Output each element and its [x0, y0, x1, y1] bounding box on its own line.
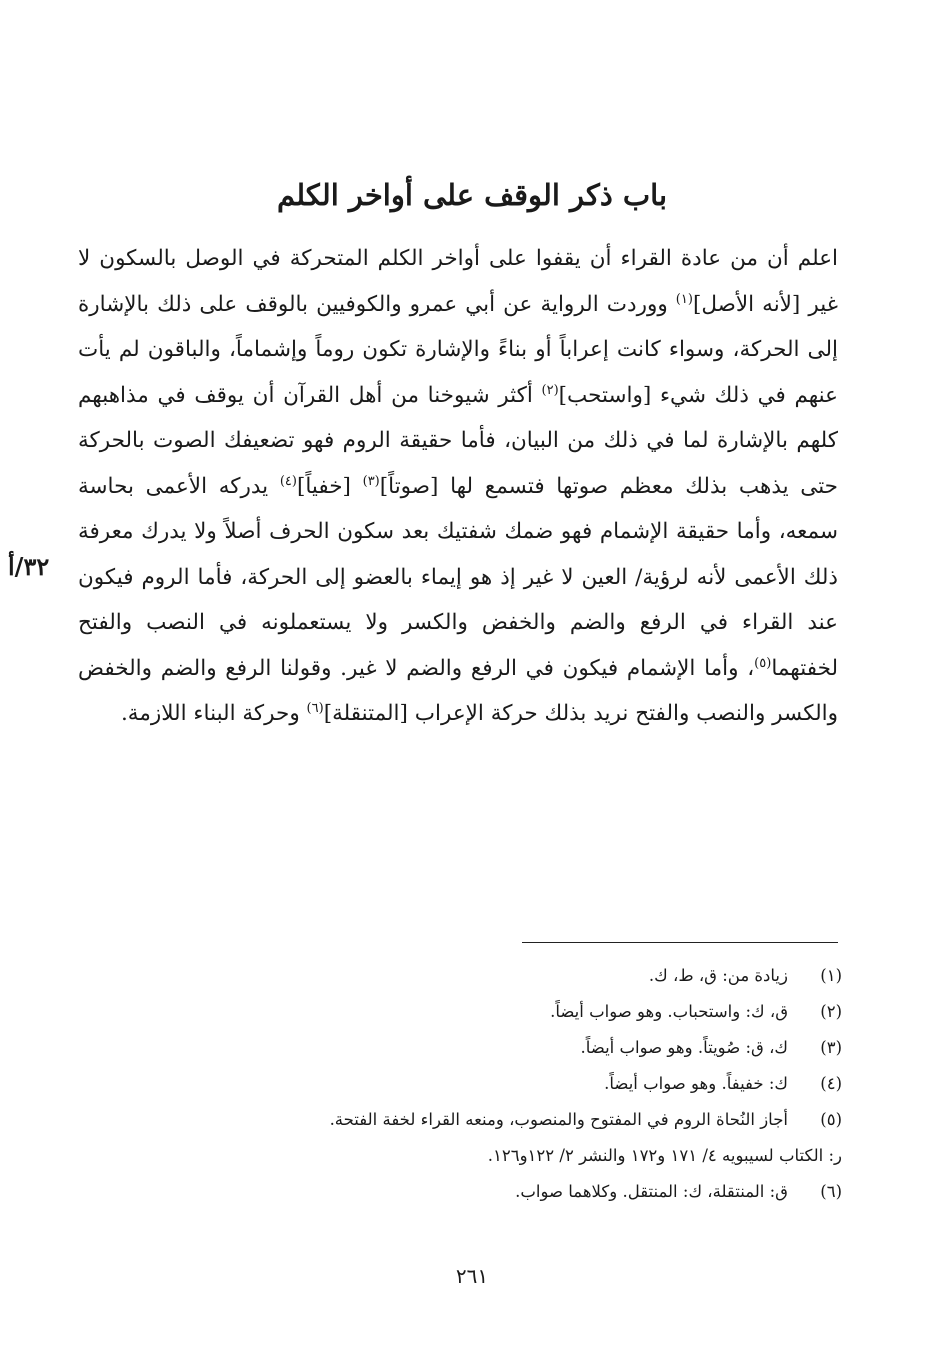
text-line: كلهم بالإشارة لما في ذلك من البيان، فأما حقيقة الروم فهو تضعيفك الصوت بالحركة [78, 428, 838, 453]
text-line: غير [لأنه الأصل]$^{(١)}$ ووردت الرواية عن أبي عمرو والكوفيين بالوقف على ذلك بالإشارة [78, 291, 838, 317]
footnote-number: (٢) [820, 1002, 842, 1021]
footnote-text: ق: المنتقلة، ك: المنتقل. وكلاهما صواب. [515, 1182, 788, 1201]
text-line: لخفتهما$^{(٥)}$، وأما الإشمام فيكون في الرفع والضم لا غير. وقولنا الرفع والضم والخفض [78, 655, 838, 681]
footnote-ref-4[interactable]: (٤) [279, 473, 297, 489]
footnote-divider [522, 942, 838, 943]
footnote-text: أجاز النُحاة الروم في المفتوح والمنصوب، ومنعه القراء لخفة الفتحة. [329, 1110, 788, 1129]
text-line: والكسر والنصب والفتح نريد بذلك حركة الإعراب [المتنقلة]$^{(٦)}$ وحركة البناء اللازمة. [120, 700, 838, 726]
footnote-number: (١) [820, 966, 842, 985]
footnote-item [200, 1066, 842, 1102]
text-line: اعلم أن من عادة القراء أن يقفوا على أواخر الكلم المتحركة في الوصل بالسكون لا [78, 246, 838, 271]
text-line: إلى الحركة، وسواء كانت إعراباً أو بناءً والإشارة تكون روماً وإشماماً، والباقون لم يأت [78, 337, 838, 362]
text-line: سمعه، وأما حقيقة الإشمام فهو ضمك شفتيك بعد سكون الحرف أصلاً ولا يدرك معرفة [78, 519, 838, 544]
footnote-ref-3[interactable]: (٣) [362, 473, 380, 489]
footnote-text: زيادة من: ق، ط، ك. [648, 966, 788, 985]
footnote-item [200, 958, 842, 994]
text-line: عنهم في ذلك شيء [واستحب]$^{(٢)}$ أكثر شيوخنا من أهل القرآن أن يوقف في مذاهبهم [78, 382, 838, 408]
footnote-ref-5[interactable]: (٥) [754, 655, 772, 671]
footnote-item [200, 1174, 842, 1210]
footnote-item [200, 994, 842, 1030]
text-line: حتى يذهب بذلك معظم صوتها فتسمع لها [صوتاً]$^{(٣)}$ [خفياً]$^{(٤)}$ يدركه الأعمى بحاسة [78, 473, 838, 499]
main-text [78, 236, 838, 737]
footnote-item [200, 1102, 842, 1138]
footnote-ref-1[interactable]: (١) [675, 291, 693, 307]
footnote-item [200, 1030, 842, 1066]
footnote-text: ك: خفيفاً. وهو صواب أيضاً. [604, 1074, 788, 1093]
footnote-number: (٦) [820, 1182, 842, 1201]
text-line: عند القراء في الرفع والضم والخفض والكسر ولا يستعملونه في النصب والفتح [78, 610, 838, 635]
footnotes [200, 958, 842, 1210]
footnote-ref-6[interactable]: (٦) [306, 700, 324, 716]
footnote-ref-2[interactable]: (٢) [541, 382, 559, 398]
footnote-continuation: ر: الكتاب لسيبويه ٤/ ١٧١ و١٧٢ والنشر ٢/ ١٢٢و١٢٦. [487, 1146, 842, 1165]
footnote-number: (٥) [820, 1110, 842, 1129]
page-number: ٢٦١ [455, 1264, 489, 1288]
footnote-text: ق، ك: واستحباب. وهو صواب أيضاً. [550, 1002, 788, 1021]
footnote-number: (٣) [820, 1038, 842, 1057]
footnote-text: ك، ق: صُويتاً. وهو صواب أيضاً. [580, 1038, 788, 1057]
manuscript-folio-marker: ٣٢/أ [8, 552, 50, 581]
chapter-title: باب ذكر الوقف على أواخر الكلم [276, 178, 668, 212]
text-line: ذلك الأعمى لأنه لرؤية/ العين لا غير إذ هو إيماء بالعضو إلى الحركة، فأما الروم فيكون [78, 564, 838, 590]
footnote-number: (٤) [820, 1074, 842, 1093]
